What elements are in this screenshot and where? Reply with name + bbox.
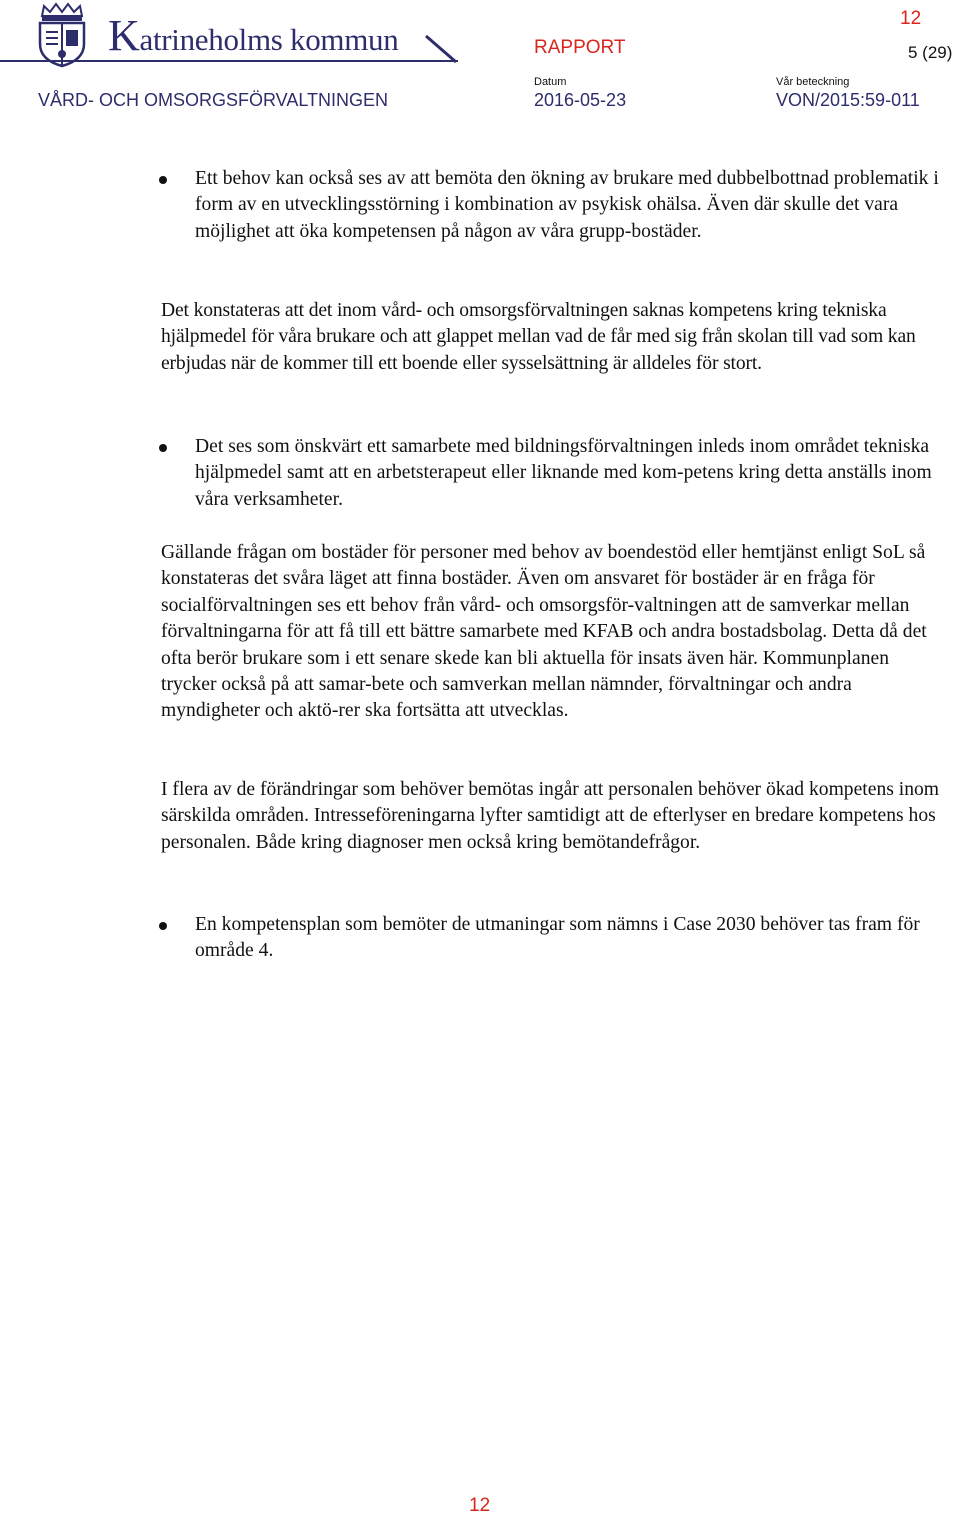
bullet-item — [195, 912, 947, 965]
bullet-text: En kompetensplan som bemöter de utmaningar som nämns i Case 2030 behöver tas fram för område 4. — [195, 914, 920, 962]
logo-name: atrineholms kommun — [139, 22, 399, 57]
page-number-top: 12 — [900, 8, 922, 29]
footer-page-number: 12 — [469, 1495, 491, 1516]
reference-value: VON/2015:59-011 — [776, 90, 920, 110]
bullet-icon — [159, 922, 167, 930]
bullet-icon — [159, 444, 167, 452]
municipality-coat-of-arms-icon — [30, 2, 94, 73]
logo-initial: K — [108, 11, 140, 60]
paragraph: Gällande frågan om bostäder för personer med behov av boendestöd eller hemtjänst enligt SoL så konstateras det svåra läget att finna bostäder. Även om ansvaret för bostäder är en fråga för socialförvaltningen ses ett behov från vård- och omsorgsför-valtningen att de samverkar mellan förvaltningarna för att få till ett bättre samarbete med KFAB och andra bostadsbolag. Detta då det ofta berör brukare som i ett senare skede kan bli aktuella för insats även här. Kommunplanen trycker också på att samar-bete och samverkan mellan nämnder, förvaltningar och andra myndigheter och aktö-rer ska fortsätta att utvecklas. — [161, 542, 927, 722]
date-label: Datum — [534, 76, 567, 88]
bullet-icon — [159, 176, 167, 184]
bullet-item — [195, 166, 947, 245]
document-type: RAPPORT — [534, 37, 626, 58]
paragraph: I flera av de förändringar som behöver bemötas ingår att personalen behöver ökad kompetens inom särskilda områden. Intresseföreningarna lyfter samtidigt att de efterlyser en bredare kompetens hos personalen. Både kring diagnoser men också kring bemötandefrågor. — [161, 779, 940, 853]
bullet-text: Ett behov kan också ses av att bemöta den ökning av brukare med dubbelbottnad problematik i form av en utvecklingsstörning i kombination av psykisk ohälsa. Även där skulle det vara möjlighet att öka kompetensen på någon av våra grupp-bostäder. — [195, 168, 939, 242]
page-count: 5 (29) — [908, 43, 953, 62]
department-name: VÅRD- OCH OMSORGSFÖRVALTNINGEN — [38, 90, 389, 110]
header-divider — [0, 60, 458, 62]
bullet-item — [195, 434, 947, 513]
organization-logo-text — [108, 11, 399, 60]
paragraph: Det konstateras att det inom vård- och omsorgsförvaltningen saknas kompetens kring tekniska hjälpmedel för våra brukare och att glappet mellan vad de får med sig från skolan till vad som kan erbjudas när de kommer till ett boende eller sysselsättning är alldeles för stort. — [161, 300, 916, 374]
reference-label: Vår beteckning — [776, 76, 850, 88]
date-value: 2016-05-23 — [534, 90, 627, 110]
bullet-text: Det ses som önskvärt ett samarbete med bildningsförvaltningen inleds inom området tekniska hjälpmedel samt att en arbetsterapeut eller liknande med kom-petens kring detta anställs inom våra verksamheter. — [195, 436, 932, 510]
logo-slash-icon — [424, 34, 458, 69]
